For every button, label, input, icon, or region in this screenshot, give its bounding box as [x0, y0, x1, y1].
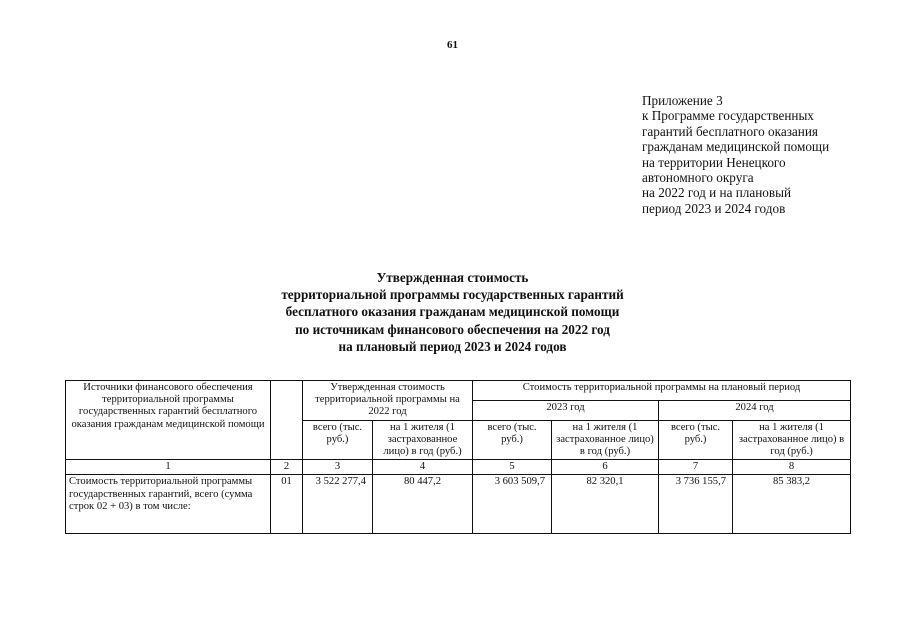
column-number: 5 [473, 460, 552, 475]
column-number: 7 [659, 460, 733, 475]
column-number: 6 [552, 460, 659, 475]
appendix-line: период 2023 и 2024 годов [642, 200, 786, 216]
column-number: 3 [303, 460, 373, 475]
appendix-line: на территории Ненецкого [642, 154, 786, 170]
cell-total-2024: 3 736 155,7 [659, 475, 733, 534]
header-total-2023: всего (тыс. руб.) [473, 420, 552, 460]
page-number: 61 [447, 39, 458, 51]
row-name: Стоимость территориальной программы государственных гарантий, всего (сумма строк 02 + 03) в том числе: [66, 475, 271, 534]
header-per-resident-2023: на 1 жителя (1 застрахованное лицо) в год (руб.) [552, 420, 659, 460]
column-numbers-row [66, 460, 851, 475]
title-line: на плановый период 2023 и 2024 годов [338, 338, 567, 354]
header-per-resident-2022: на 1 жителя (1 застрахованное лицо) в год (руб.) [373, 420, 473, 460]
header-sources: Источники финансового обеспечения территориальной программы государственных гарантий бесплатного оказания гражданам медицинской помощи [66, 381, 271, 460]
column-number: 2 [271, 460, 303, 475]
appendix-line: к Программе государственных [642, 108, 814, 124]
header-planned-period: Стоимость территориальной программы на плановый период [473, 381, 851, 401]
cell-total-2023: 3 603 509,7 [473, 475, 552, 534]
appendix-note [642, 93, 872, 216]
cell-total-2022: 3 522 277,4 [303, 475, 373, 534]
header-year-2023: 2023 год [473, 400, 659, 420]
title-line: бесплатного оказания гражданам медицинской помощи [285, 304, 620, 320]
appendix-line: автономного округа [642, 170, 754, 186]
header-per-resident-2024: на 1 жителя (1 застрахованное лицо) в год (руб.) [733, 420, 851, 460]
header-total-2024: всего (тыс. руб.) [659, 420, 733, 460]
cell-per-resident-2024: 85 383,2 [733, 475, 851, 534]
cell-per-resident-2023: 82 320,1 [552, 475, 659, 534]
column-number: 4 [373, 460, 473, 475]
appendix-line: на 2022 год и на плановый [642, 185, 792, 201]
row-line-number: 01 [271, 475, 303, 534]
appendix-line: гарантий бесплатного оказания [642, 123, 818, 139]
appendix-line: гражданам медицинской помощи [642, 139, 830, 155]
header-line-number [271, 381, 303, 460]
header-year-2024: 2024 год [659, 400, 851, 420]
title-line: территориальной программы государственных гарантий [281, 287, 624, 303]
table-row [66, 475, 851, 534]
header-approved-2022: Утвержденная стоимость территориальной программы на 2022 год [303, 381, 473, 421]
appendix-line: Приложение 3 [642, 93, 723, 108]
cell-per-resident-2022: 80 447,2 [373, 475, 473, 534]
header-total-2022: всего (тыс. руб.) [303, 420, 373, 460]
title-line: Утвержденная стоимость [376, 270, 529, 285]
column-number: 8 [733, 460, 851, 475]
title-line: по источникам финансового обеспечения на 2022 год [295, 321, 610, 337]
column-number: 1 [66, 460, 271, 475]
document-title [0, 269, 905, 355]
cost-table [65, 380, 851, 534]
